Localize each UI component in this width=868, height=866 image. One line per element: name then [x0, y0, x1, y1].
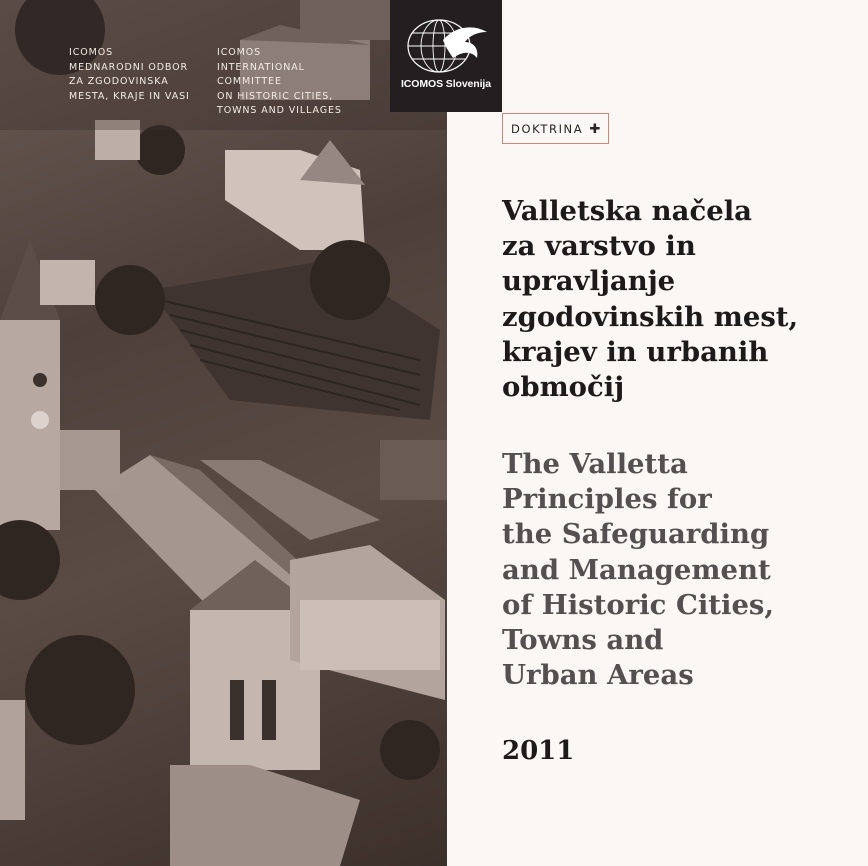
title-english: The Valletta Principles for the Safeguarding and Management of Historic Cities, Towns and Urban Areas — [502, 448, 774, 692]
icomos-slovenija-logo[interactable] — [390, 0, 502, 112]
title-slovenian: Valletska načela za varstvo in upravljanje zgodovinskih mest, krajev in urbanih območij — [502, 195, 799, 404]
plus-icon: ✚ — [589, 122, 601, 137]
logo-label: ICOMOS Slovenija — [400, 78, 491, 90]
globe-bird-icon — [403, 18, 489, 76]
publication-year: 2011 — [502, 736, 575, 766]
org-name-english: ICOMOS INTERNATIONAL COMMITTEE ON HISTORIC CITIES, TOWNS AND VILLAGES — [217, 47, 342, 116]
badge-label: DOKTRINA — [511, 122, 584, 136]
doktrina-badge[interactable] — [502, 113, 609, 144]
org-name-slovenian: ICOMOS MEDNARODNI ODBOR ZA ZGODOVINSKA MESTA, KRAJE IN VASI — [69, 47, 190, 102]
